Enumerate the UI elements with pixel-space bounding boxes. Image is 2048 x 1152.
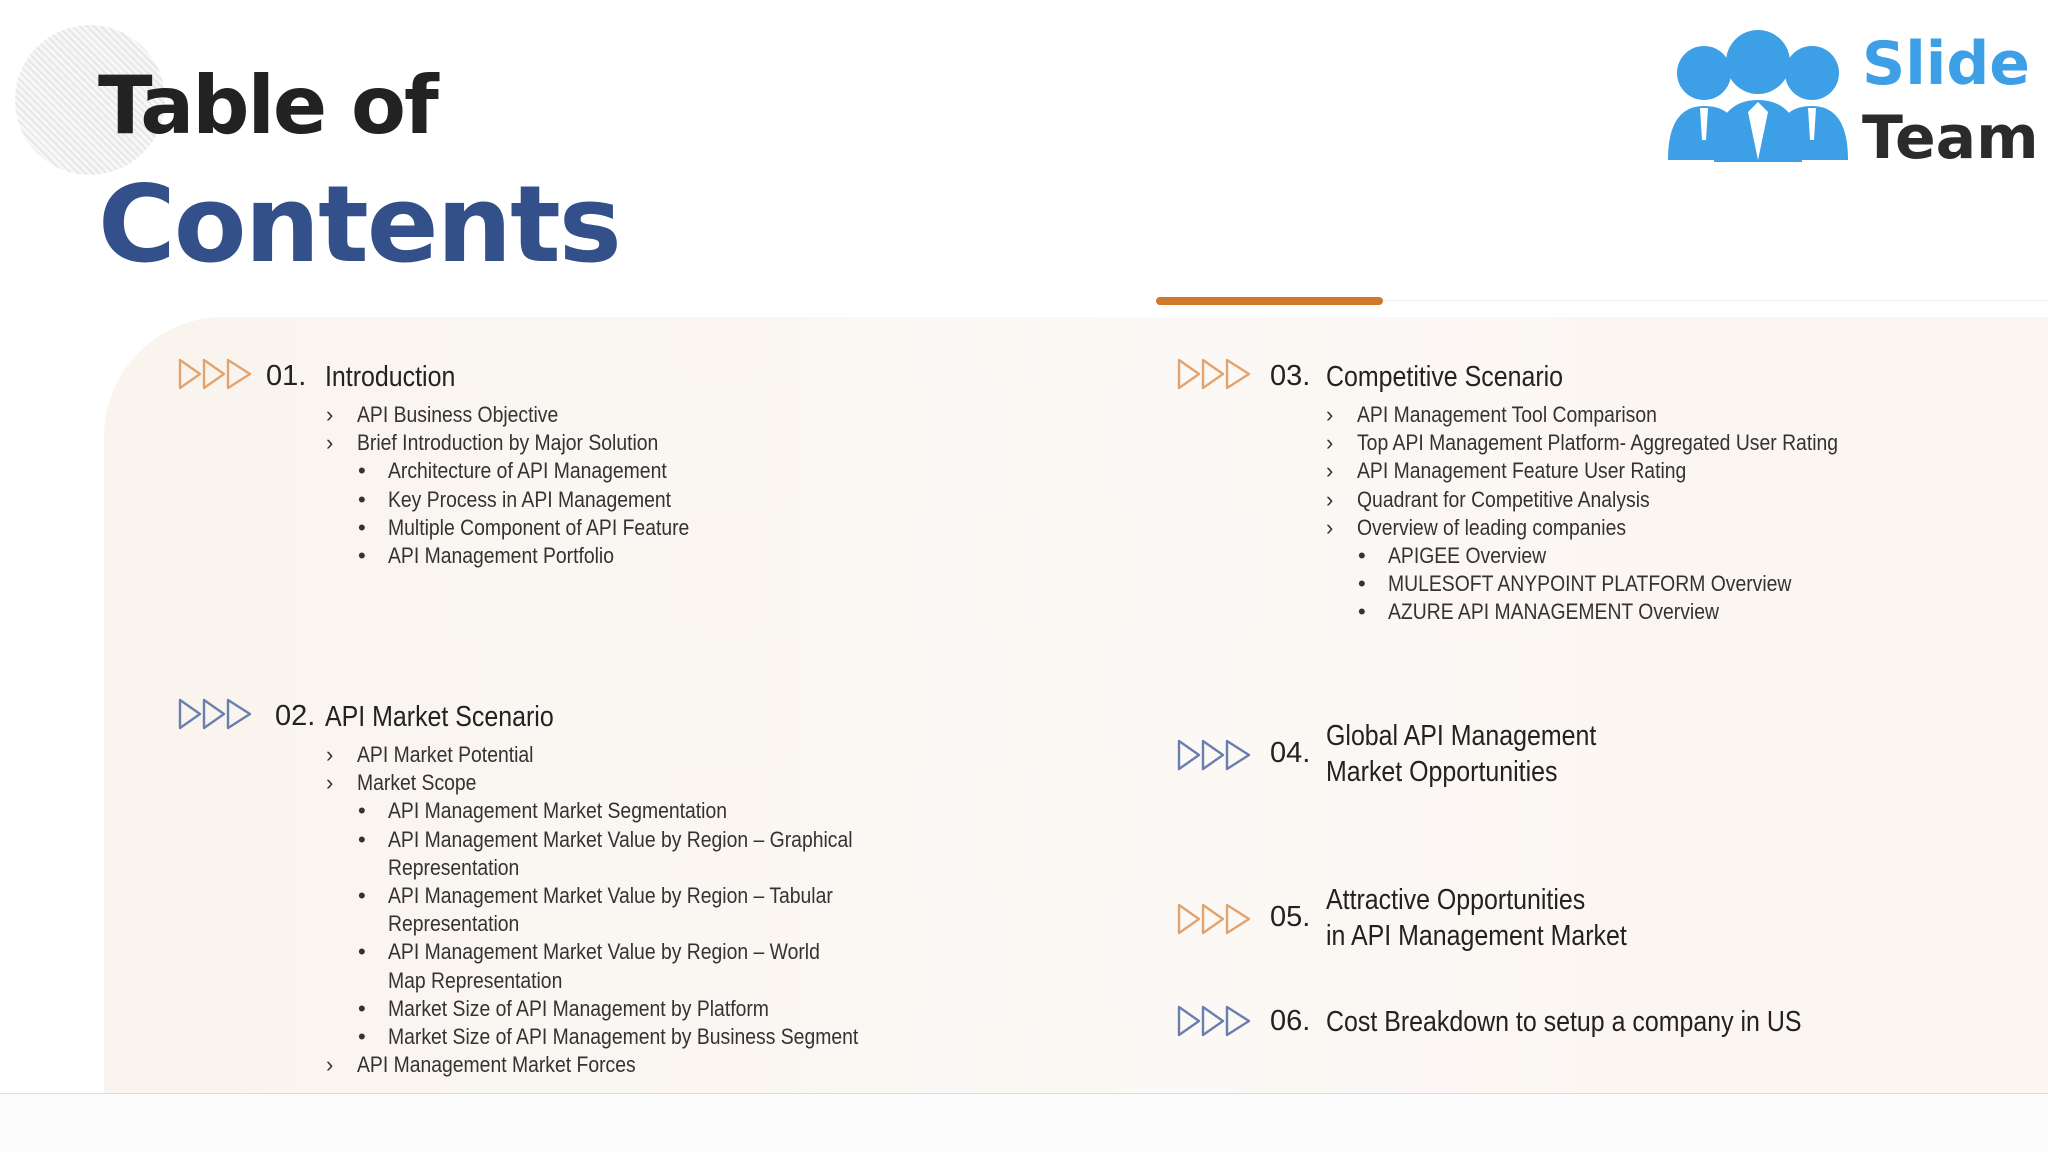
section-number: 01. bbox=[266, 360, 307, 392]
list-item: › Market Scope bbox=[326, 769, 926, 797]
section-heading-line-1: Global API Management bbox=[1326, 720, 1597, 752]
logo-text-team: Team bbox=[1862, 103, 2039, 173]
list-item: • Architecture of API Management bbox=[326, 457, 976, 485]
list-item: • API Management Market Value by Region – World Map Representation bbox=[326, 938, 926, 994]
section-number: 03. bbox=[1270, 360, 1311, 392]
footer-bar bbox=[0, 1094, 2048, 1152]
list-item: › Brief Introduction by Major Solution bbox=[326, 429, 976, 457]
section-item-list bbox=[326, 741, 926, 1079]
list-item: • API Management Market Segmentation bbox=[326, 797, 926, 825]
list-item: • API Management Market Value by Region – Graphical Representation bbox=[326, 826, 926, 882]
section-heading-line-2: Market Opportunities bbox=[1326, 756, 1558, 788]
page-title-line-2: Contents bbox=[98, 163, 620, 286]
section-heading: Competitive Scenario bbox=[1326, 361, 1564, 393]
section-item-list bbox=[326, 401, 976, 570]
logo-text-slide: Slide bbox=[1862, 29, 2030, 99]
section-number: 02. bbox=[275, 700, 316, 732]
section-heading: Cost Breakdown to setup a company in US bbox=[1326, 1006, 1802, 1038]
list-item: › Overview of leading companies bbox=[1326, 514, 2026, 542]
triple-arrow-icon bbox=[1177, 1004, 1253, 1038]
list-item: • Market Size of API Management by Platform bbox=[326, 995, 926, 1023]
list-item: › API Management Tool Comparison bbox=[1326, 401, 2026, 429]
list-item: • Market Size of API Management by Business Segment bbox=[326, 1023, 926, 1051]
section-item-list bbox=[1326, 401, 2026, 627]
list-item: • AZURE API MANAGEMENT Overview bbox=[1326, 598, 2026, 626]
list-item: › Quadrant for Competitive Analysis bbox=[1326, 486, 2026, 514]
triple-arrow-icon bbox=[1177, 357, 1253, 391]
list-item: › API Market Potential bbox=[326, 741, 926, 769]
section-heading-line-2: in API Management Market bbox=[1326, 920, 1627, 952]
list-item: › API Business Objective bbox=[326, 401, 976, 429]
section-number: 04. bbox=[1270, 737, 1311, 769]
triple-arrow-icon bbox=[178, 697, 254, 731]
triple-arrow-icon bbox=[1177, 738, 1253, 772]
list-item: › Top API Management Platform- Aggregated User Rating bbox=[1326, 429, 2026, 457]
list-item: • MULESOFT ANYPOINT PLATFORM Overview bbox=[1326, 570, 2026, 598]
list-item: › API Management Market Forces bbox=[326, 1051, 926, 1079]
list-item: • API Management Market Value by Region – Tabular Representation bbox=[326, 882, 926, 938]
triple-arrow-icon bbox=[1177, 902, 1253, 936]
section-heading-line-1: Attractive Opportunities bbox=[1326, 884, 1586, 916]
list-item: • APIGEE Overview bbox=[1326, 542, 2026, 570]
section-heading: Introduction bbox=[325, 361, 456, 393]
section-number: 05. bbox=[1270, 901, 1311, 933]
page-title-line-1: Table of bbox=[98, 59, 437, 152]
list-item: • Multiple Component of API Feature bbox=[326, 514, 976, 542]
divider-line bbox=[1383, 300, 2048, 301]
list-item: › API Management Feature User Rating bbox=[1326, 457, 2026, 485]
section-number: 06. bbox=[1270, 1005, 1311, 1037]
accent-underline bbox=[1156, 297, 1383, 305]
section-heading: API Market Scenario bbox=[325, 701, 554, 733]
team-people-icon bbox=[1664, 28, 1854, 168]
slideteam-logo bbox=[1664, 28, 2039, 173]
list-item: • API Management Portfolio bbox=[326, 542, 976, 570]
triple-arrow-icon bbox=[178, 357, 254, 391]
list-item: • Key Process in API Management bbox=[326, 486, 976, 514]
